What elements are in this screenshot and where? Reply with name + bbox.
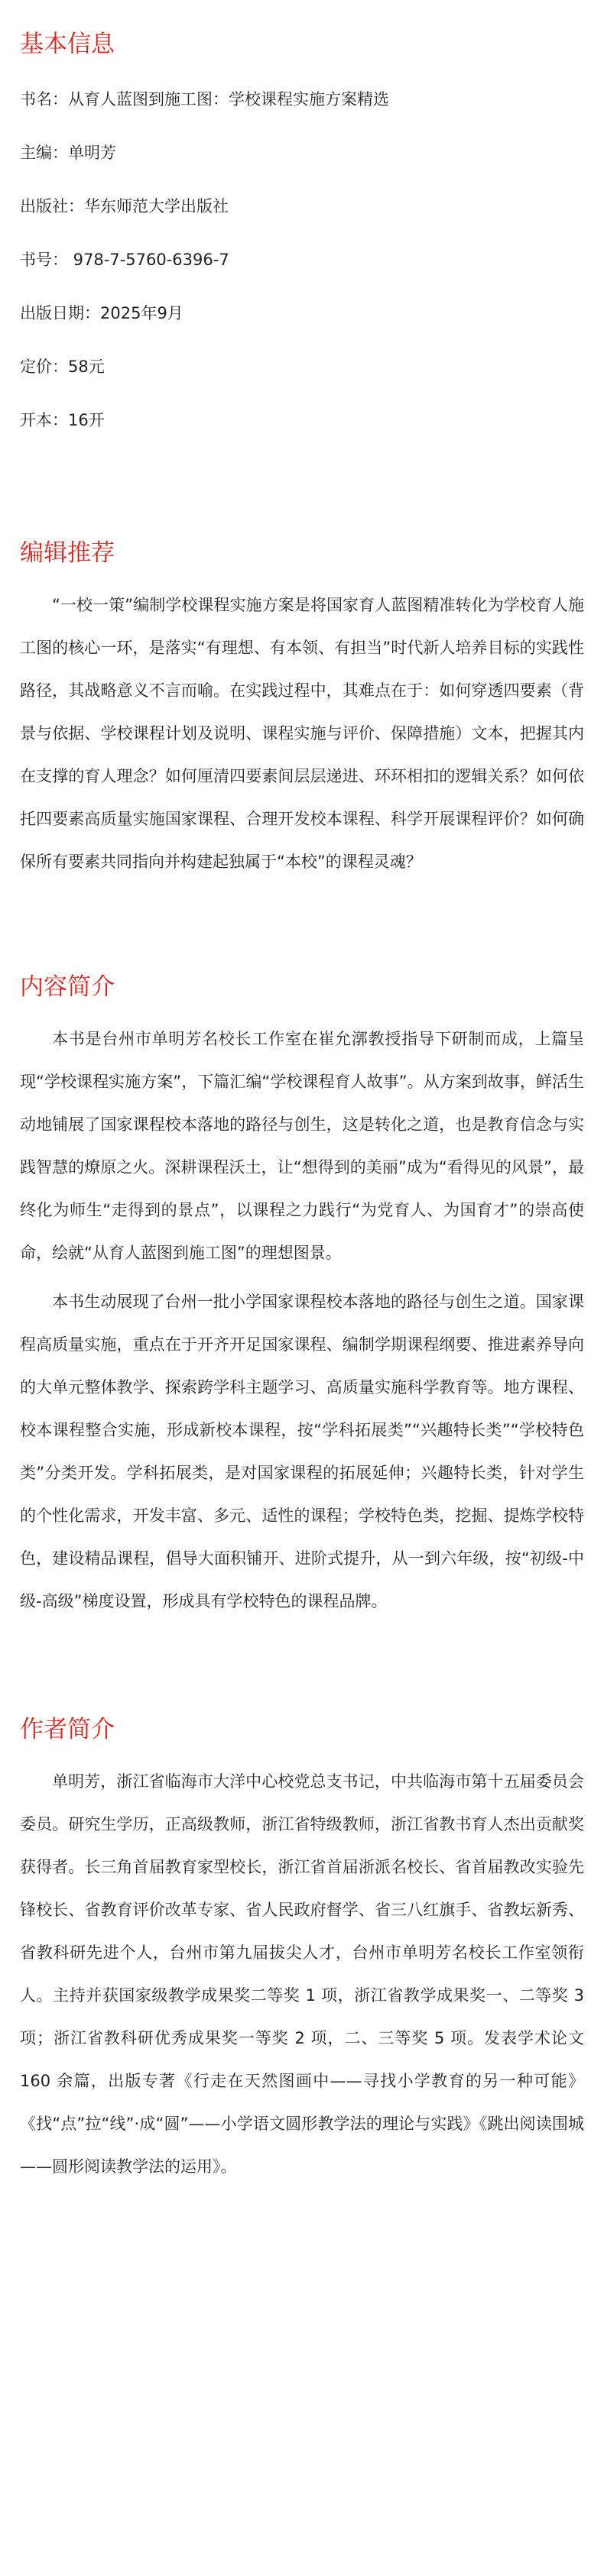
info-book-title: 书名：从育人蓝图到施工图：学校课程实施方案精选 [20, 90, 389, 108]
info-editor: 主编：单明芳 [20, 144, 116, 162]
content-summary-section [20, 972, 584, 1623]
info-format: 开本：16开 [20, 411, 105, 429]
author-intro-paragraph: 单明芳，浙江省临海市大洋中心校党总支书记，中共临海市第十五届委员会委员。研究生学历，正高级教师，浙江省特级教师，浙江省教书育人杰出贡献奖获得者。长三角首届教育家型校长，浙江省首届浙派名校长、省首届教改实验先锋校长、省教育评价改革专家、省人民政府督学、省三八红旗手、省教坛新秀、省教科研先进个人，台州市第九届拔尖人才，台州市单明芳名校长工作室领衔人。主持并获国家级教学成果奖二等奖 1 项，浙江省教学成果奖一、二等奖 3 项；浙江省教科研优秀成果奖一等奖 2 项，二、三等奖 5 项。发表学术论文 160 余篇，出版专著《行走在天然图画中——寻找小学教育的另一种可能》《找“点”拉“线”·成“圆”——小学语文圆形教学法的理论与实践》《跳出阅读围城——圆形阅读教学法的运用》。 [20, 1772, 584, 2176]
content-summary-heading: 内容简介 [20, 973, 115, 1001]
editor-recommendation-body [20, 584, 584, 883]
info-isbn: 书号： 978-7-5760-6396-7 [20, 251, 229, 269]
basic-info-section [20, 0, 584, 431]
info-price: 定价：58元 [20, 358, 105, 376]
editor-recommendation-section [20, 538, 584, 883]
author-intro-body [20, 1760, 584, 2188]
basic-info-heading: 基本信息 [20, 31, 115, 58]
content-summary-paragraph-2: 本书生动展现了台州一批小学国家课程校本落地的路径与创生之道。国家课程高质量实施，重点在于开齐开足国家课程、编制学期课程纲要、推进素养导向的大单元整体教学、探索跨学科主题学习、高质量实施科学教育等。地方课程、校本课程整合实施，形成新校本课程，按“学科拓展类”“兴趣特长类”“学校特色类”分类开发。学科拓展类，是对国家课程的拓展延伸；兴趣特长类，针对学生的个性化需求，开发丰富、多元、适性的课程；学校特色类，挖掘、提炼学校特色，建设精品课程，倡导大面积铺开、进阶式提升，从一到六年级，按“初级-中级-高级”梯度设置，形成具有学校特色的课程品牌。 [20, 1293, 584, 1610]
info-publisher: 出版社：华东师范大学出版社 [20, 197, 229, 215]
editor-recommendation-heading: 编辑推荐 [20, 539, 115, 567]
author-intro-heading: 作者简介 [20, 1716, 115, 1743]
author-intro-section [20, 1714, 584, 2188]
editor-recommendation-paragraph: “一校一策”编制学校课程实施方案是将国家育人蓝图精准转化为学校育人施工图的核心一环，是落实“有理想、有本领、有担当”时代新人培养目标的实践性路径，其战略意义不言而喻。在实践过程中，其难点在于：如何穿透四要素（背景与依据、学校课程计划及说明、课程实施与评价、保障措施）文本，把握其内在支撑的育人理念？如何厘清四要素间层层递进、环环相扣的逻辑关系？如何依托四要素高质量实施国家课程、合理开发校本课程、科学开展课程评价？如何确保所有要素共同指向并构建起独属于“本校”的课程灵魂？ [20, 596, 584, 871]
content-summary-paragraph-1: 本书是台州市单明芳名校长工作室在崔允漷教授指导下研制而成，上篇呈现“学校课程实施方案”，下篇汇编“学校课程育人故事”。从方案到故事，鲜活生动地铺展了国家课程校本落地的路径与创生，这是转化之道，也是教育信念与实践智慧的燎原之火。深耕课程沃土，让“想得到的美丽”成为“看得见的风景”，最终化为师生“走得到的景点”，以课程之力践行“为党育人、为国育才”的崇高使命，绘就“从育人蓝图到施工图”的理想图景。 [20, 1030, 584, 1262]
basic-info-list [20, 89, 584, 431]
content-summary-body [20, 1018, 584, 1623]
info-publish-date: 出版日期：2025年9月 [20, 304, 183, 322]
